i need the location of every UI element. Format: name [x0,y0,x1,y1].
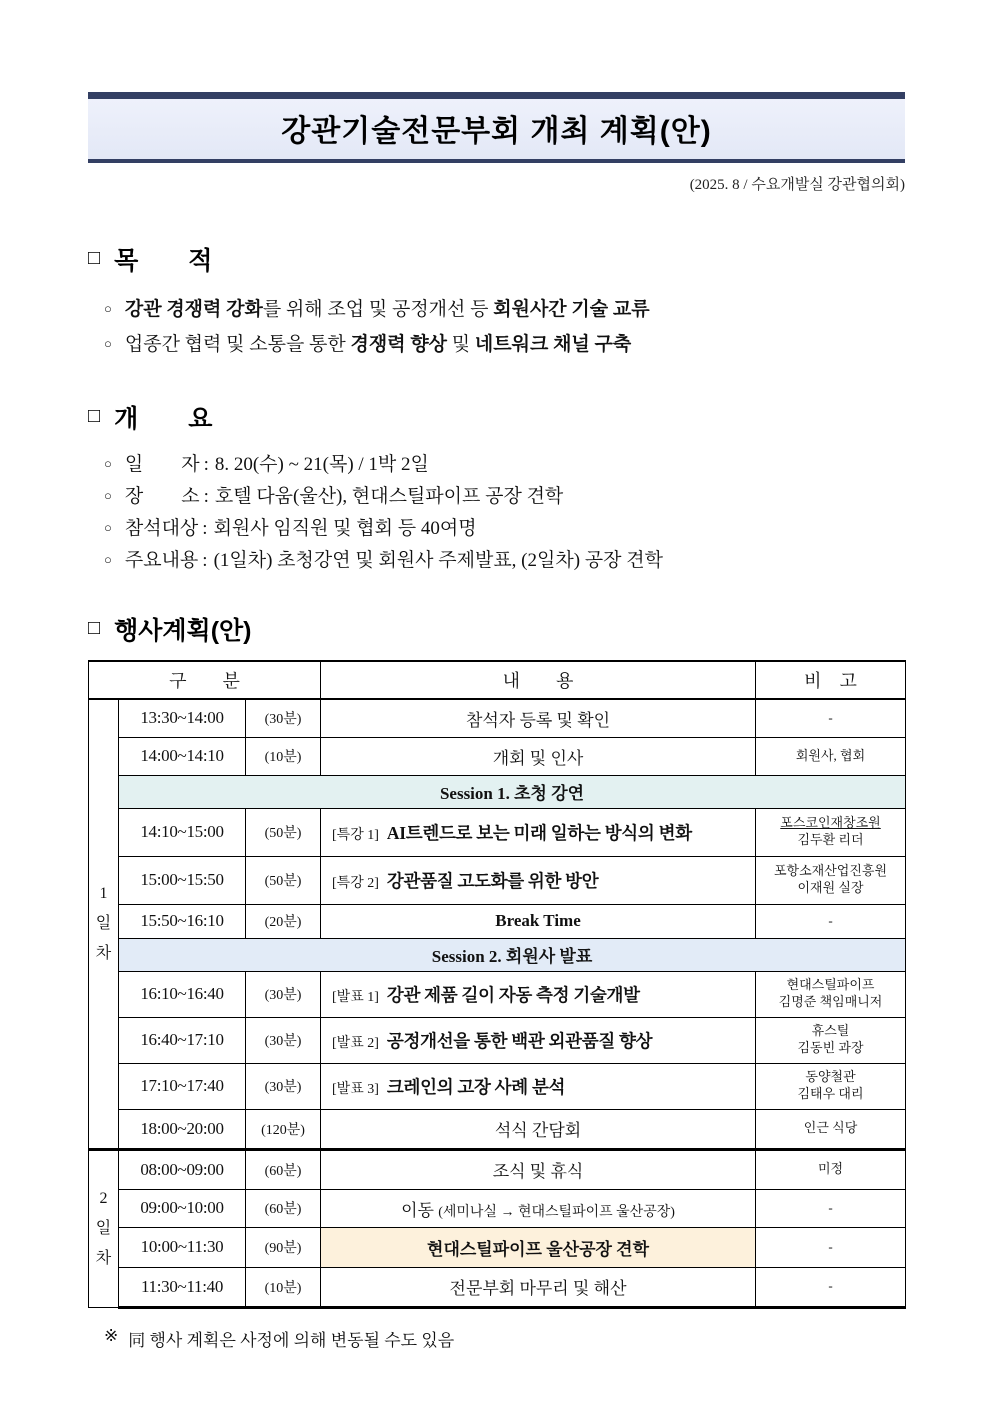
purpose-bullet [104,328,905,363]
duration-cell: (30분) [246,699,321,737]
duration-cell: (120분) [246,1109,321,1149]
talk-prefix: [발표 3] [332,1081,379,1097]
note-person: 이재원 실장 [797,880,864,895]
bullet-plain-text: 를 위해 조업 및 공정개선 등 [262,299,494,320]
time-cell: 11:30~11:40 [119,1267,246,1307]
note-org: 포스코인재창조원 [780,815,881,831]
time-cell: 16:10~16:40 [119,971,246,1017]
table-row [89,699,906,737]
overview-colon: : [202,550,208,571]
note-org: 포항소재산업진흥원 [774,863,888,879]
content-cell: Break Time [321,904,756,938]
overview-heading [88,399,905,435]
day1-cell [89,699,119,1149]
circle-bullet-icon: ○ [104,488,112,503]
circle-bullet-icon: ○ [104,520,112,535]
purpose-heading [88,241,905,277]
note-cell: 미정 [756,1149,906,1189]
bullet-bold-text: 회원사간 기술 교류 [493,299,650,320]
table-row [89,971,906,1017]
time-cell: 16:40~17:10 [119,1017,246,1063]
note-cell: - [756,1227,906,1267]
talk-prefix: [발표 2] [332,1035,379,1051]
table-row [89,1109,906,1149]
content-cell [321,856,756,904]
overview-colon: : [202,518,208,539]
duration-cell: (50분) [246,856,321,904]
note-cell: 회원사, 협회 [756,737,906,775]
circle-bullet-icon: ○ [104,456,112,471]
table-row [89,1227,906,1267]
move-label: 이동 [401,1200,434,1220]
bullet-text [125,328,631,362]
table-header-row [89,661,906,699]
overview-value: 호텔 다움(울산), 현대스틸파이프 공장 견학 [214,486,564,507]
note-person: 김명준 책임매니저 [778,994,883,1009]
square-marker-icon: □ [88,246,101,269]
time-cell: 09:00~10:00 [119,1189,246,1227]
move-detail: (세미나실 → 현대스틸파이프 울산공장) [438,1204,675,1220]
schedule-table [88,660,906,1309]
bullet-plain-text: 업종간 협력 및 소통을 통한 [124,334,351,355]
note-person: 김태우 대리 [797,1086,864,1101]
bullet-bold-text: 네트워크 채널 구축 [474,334,632,355]
time-cell: 14:00~14:10 [119,737,246,775]
overview-label: 참석대상 [124,518,199,539]
note-org: 휴스틸 [811,1023,850,1039]
talk-prefix: [특강 2] [332,875,379,891]
header-content: 내 용 [321,661,756,699]
schedule-heading [88,611,905,647]
time-cell: 08:00~09:00 [119,1149,246,1189]
duration-cell: (10분) [246,1267,321,1307]
session2-title: Session 2. 회원사 발표 [119,938,906,971]
square-marker-icon: □ [88,404,101,427]
overview-item-text [125,449,429,480]
title-bar [88,92,905,163]
day-label-line: 1 [99,884,108,902]
note-cell [756,1017,906,1063]
circle-bullet-icon: ○ [104,552,112,567]
footnote [104,1326,992,1351]
note-cell: - [756,699,906,737]
duration-cell: (20분) [246,904,321,938]
overview-list [104,449,905,577]
overview-label: 장 소 [124,486,200,507]
time-cell: 14:10~15:00 [119,808,246,856]
talk-title: 강관품질 고도화를 위한 방안 [386,870,599,891]
content-cell [321,971,756,1017]
duration-cell: (60분) [246,1189,321,1227]
subtitle: (2025. 8 / 수요개발실 강관협의회) [689,177,905,193]
overview-item [104,513,905,545]
purpose-section [88,241,905,363]
time-cell: 18:00~20:00 [119,1109,246,1149]
footnote-text: 同 행사 계획은 사정에 의해 변동될 수도 있음 [128,1330,455,1350]
talk-title: 공정개선을 통한 백관 외관품질 향상 [386,1030,653,1051]
overview-item-text [125,545,663,576]
overview-item-text [125,481,563,512]
note-cell: - [756,1267,906,1307]
circle-bullet-icon: ○ [104,336,112,351]
content-cell [321,1063,756,1109]
content-cell [321,1017,756,1063]
table-row [89,808,906,856]
purpose-bullets [104,293,905,363]
bullet-plain-text: 및 [447,334,475,355]
note-org: 동양철관 [805,1069,856,1085]
page-title: 강관기술전문부회 개최 계획(안) [281,115,712,148]
talk-title: 크레인의 고장 사례 분석 [386,1076,566,1097]
time-cell: 15:00~15:50 [119,856,246,904]
note-cell: - [756,1189,906,1227]
overview-colon: : [203,486,209,507]
day-label-line: 일 [95,1219,112,1237]
overview-label: 주요내용 [124,550,199,571]
time-cell: 10:00~11:30 [119,1227,246,1267]
overview-item-text [125,513,477,544]
overview-item [104,545,905,577]
purpose-bullet [104,293,905,328]
header-note: 비 고 [756,661,906,699]
content-cell [321,1189,756,1227]
day2-cell [89,1149,119,1307]
overview-heading-label: 개 요 [114,405,213,433]
table-row [89,737,906,775]
duration-cell: (30분) [246,1017,321,1063]
note-person: 김두환 리더 [797,832,864,847]
header-group: 구 분 [89,661,321,699]
table-row [89,1063,906,1109]
note-cell [756,1063,906,1109]
purpose-heading-label: 목 적 [114,247,213,275]
content-cell: 석식 간담회 [321,1109,756,1149]
overview-value: (1일차) 초청강연 및 회원사 주제발표, (2일차) 공장 견학 [213,550,663,571]
session1-row [89,775,906,808]
content-cell [321,808,756,856]
session2-row [89,938,906,971]
note-cell: 인근 식당 [756,1109,906,1149]
overview-value: 회원사 임직원 및 협회 등 40여명 [213,518,477,539]
note-cell [756,971,906,1017]
overview-section [88,399,905,577]
talk-title: AI트렌드로 보는 미래 일하는 방식의 변화 [386,822,692,843]
note-org: 현대스틸파이프 [786,977,875,993]
reference-mark-icon: ※ [104,1325,119,1345]
duration-cell: (90분) [246,1227,321,1267]
day-label-line: 일 [95,914,112,932]
day-label-line: 차 [95,944,112,962]
bullet-bold-text: 강관 경쟁력 강화 [124,299,263,320]
overview-label: 일 자 [124,454,200,475]
table-row [89,1189,906,1227]
talk-prefix: [특강 1] [332,827,379,843]
overview-item [104,481,905,513]
content-cell: 조식 및 휴식 [321,1149,756,1189]
circle-bullet-icon: ○ [104,301,112,316]
day-label-line: 2 [99,1189,108,1207]
bullet-text [125,293,650,327]
talk-title: 강관 제품 길이 자동 측정 기술개발 [386,984,640,1005]
overview-value: 8. 20(수) ~ 21(목) / 1박 2일 [214,454,429,475]
session1-title: Session 1. 초청 강연 [119,775,906,808]
content-cell: 개회 및 인사 [321,737,756,775]
note-cell: - [756,904,906,938]
time-cell: 15:50~16:10 [119,904,246,938]
bullet-bold-text: 경쟁력 향상 [350,334,448,355]
tour-content-cell: 현대스틸파이프 울산공장 견학 [321,1227,756,1267]
table-row [89,904,906,938]
time-cell: 13:30~14:00 [119,699,246,737]
content-cell: 전문부회 마무리 및 해산 [321,1267,756,1307]
overview-item [104,449,905,481]
duration-cell: (30분) [246,971,321,1017]
duration-cell: (30분) [246,1063,321,1109]
talk-prefix: [발표 1] [332,989,379,1005]
duration-cell: (60분) [246,1149,321,1189]
schedule-section [88,611,905,647]
duration-cell: (50분) [246,808,321,856]
note-cell [756,856,906,904]
table-row [89,1149,906,1189]
note-cell [756,808,906,856]
content-cell: 참석자 등록 및 확인 [321,699,756,737]
overview-colon: : [203,454,209,475]
table-row [89,856,906,904]
time-cell: 17:10~17:40 [119,1063,246,1109]
table-row [89,1267,906,1307]
schedule-heading-label: 행사계획(안) [114,617,252,645]
note-person: 김동빈 과장 [797,1040,864,1055]
square-marker-icon: □ [88,616,101,639]
duration-cell: (10분) [246,737,321,775]
table-row [89,1017,906,1063]
day-label-line: 차 [95,1249,112,1267]
